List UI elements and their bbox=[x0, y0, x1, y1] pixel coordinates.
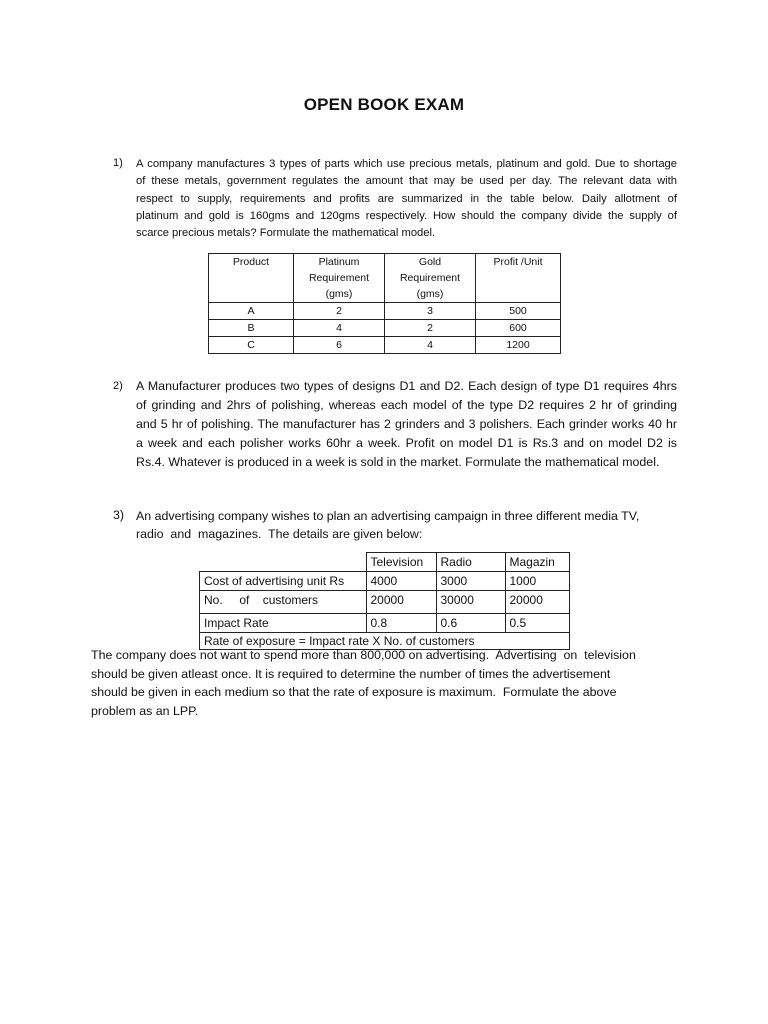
question-2-number: 2) bbox=[113, 380, 123, 392]
table-cell: 500 bbox=[476, 303, 561, 320]
media-header-television: Television bbox=[366, 553, 436, 572]
table-cell: 0.5 bbox=[505, 614, 570, 633]
table-cell: 3000 bbox=[436, 572, 505, 591]
media-table bbox=[199, 552, 570, 650]
question-3-after-line: should be given in each medium so that the rate of exposure is maximum. Formulate the above bbox=[91, 685, 617, 699]
table-cell: Impact Rate bbox=[200, 614, 367, 633]
metals-header-gold: Gold Requirement (gms) bbox=[385, 254, 476, 303]
table-cell: 0.8 bbox=[366, 614, 436, 633]
question-1-line: respect to supply, requirements and profits are summarized in the table below. Daily allotment of bbox=[136, 192, 677, 205]
table-cell: 4000 bbox=[366, 572, 436, 591]
question-3-after-line: should be given atleast once. It is required to determine the number of times the advertisement bbox=[91, 666, 611, 681]
metals-header-platinum: Platinum Requirement (gms) bbox=[294, 254, 385, 303]
question-3-number: 3) bbox=[113, 508, 125, 522]
table-cell: 2 bbox=[294, 303, 385, 320]
table-cell: 4 bbox=[294, 320, 385, 337]
question-1-line: of these metals, government regulates the amount that may be used per day. The relevant data with bbox=[136, 175, 677, 188]
table-cell: 20000 bbox=[505, 591, 570, 614]
table-cell: 3 bbox=[385, 303, 476, 320]
question-2-line: of grinding and 2hrs of polishing, whereas each model of the type D2 requires 2 hr of grinding bbox=[136, 398, 677, 412]
table-row bbox=[209, 320, 561, 337]
question-1-number: 1) bbox=[113, 157, 123, 169]
metals-table bbox=[208, 253, 561, 354]
media-table-header-row bbox=[200, 553, 570, 572]
question-2-text bbox=[136, 377, 677, 472]
table-cell: A bbox=[209, 303, 294, 320]
table-cell: 4 bbox=[385, 337, 476, 354]
table-cell: B bbox=[209, 320, 294, 337]
media-header-radio: Radio bbox=[436, 553, 505, 572]
table-row bbox=[200, 614, 570, 633]
table-cell bbox=[200, 553, 367, 572]
question-3-after-line: problem as an LPP. bbox=[91, 703, 199, 718]
media-header-magazine: Magazin bbox=[505, 553, 570, 572]
table-cell: 30000 bbox=[436, 591, 505, 614]
table-cell: No. of customers bbox=[200, 591, 367, 614]
table-cell: 1000 bbox=[505, 572, 570, 591]
table-cell: Cost of advertising unit Rs bbox=[200, 572, 367, 591]
question-1-line: scarce precious metals? Formulate the mathematical model. bbox=[136, 227, 436, 240]
table-cell: 600 bbox=[476, 320, 561, 337]
table-cell: 6 bbox=[294, 337, 385, 354]
question-3-text bbox=[136, 507, 677, 543]
table-cell: 1200 bbox=[476, 337, 561, 354]
metals-table-header-row bbox=[209, 254, 561, 303]
question-2-line: a week and each polisher works 60hr a week. Profit on model D1 is Rs.3 and on model D2 is bbox=[136, 436, 677, 450]
table-cell: 0.6 bbox=[436, 614, 505, 633]
question-2-line: Rs.4. Whatever is produced in a week is sold in the market. Formulate the mathematical model. bbox=[136, 455, 660, 469]
page-title: OPEN BOOK EXAM bbox=[303, 95, 465, 114]
question-1-line: A company manufactures 3 types of parts which use precious metals, platinum and gold. Due to shortage bbox=[136, 158, 677, 170]
table-cell: 2 bbox=[385, 320, 476, 337]
table-cell: C bbox=[209, 337, 294, 354]
table-row bbox=[200, 572, 570, 591]
table-row bbox=[209, 303, 561, 320]
question-3-line: An advertising company wishes to plan an advertising campaign in three different media TV, bbox=[136, 509, 640, 523]
question-1-line: platinum and gold is 160gms and 120gms respectively. How should the company divide the supply of bbox=[136, 209, 677, 222]
question-3-continuation bbox=[91, 646, 677, 720]
table-cell: 20000 bbox=[366, 591, 436, 614]
question-3-line: radio and magazines. The details are given below: bbox=[136, 527, 423, 541]
question-2-line: and 5 hr of polishing. The manufacturer has 2 grinders and 3 polishers. Each grinder works 40 hr bbox=[136, 417, 677, 431]
question-3-after-line: The company does not want to spend more than 800,000 on advertising. Advertising on television bbox=[91, 648, 636, 662]
table-row bbox=[200, 591, 570, 614]
metals-header-product: Product bbox=[209, 254, 294, 303]
table-row bbox=[209, 337, 561, 354]
question-1-text bbox=[136, 156, 677, 242]
question-2-line: A Manufacturer produces two types of designs D1 and D2. Each design of type D1 requires 4hrs bbox=[136, 379, 677, 393]
table-cell: Rate of exposure = Impact rate X No. of customers bbox=[200, 633, 570, 650]
metals-header-profit: Profit /Unit bbox=[476, 254, 561, 303]
